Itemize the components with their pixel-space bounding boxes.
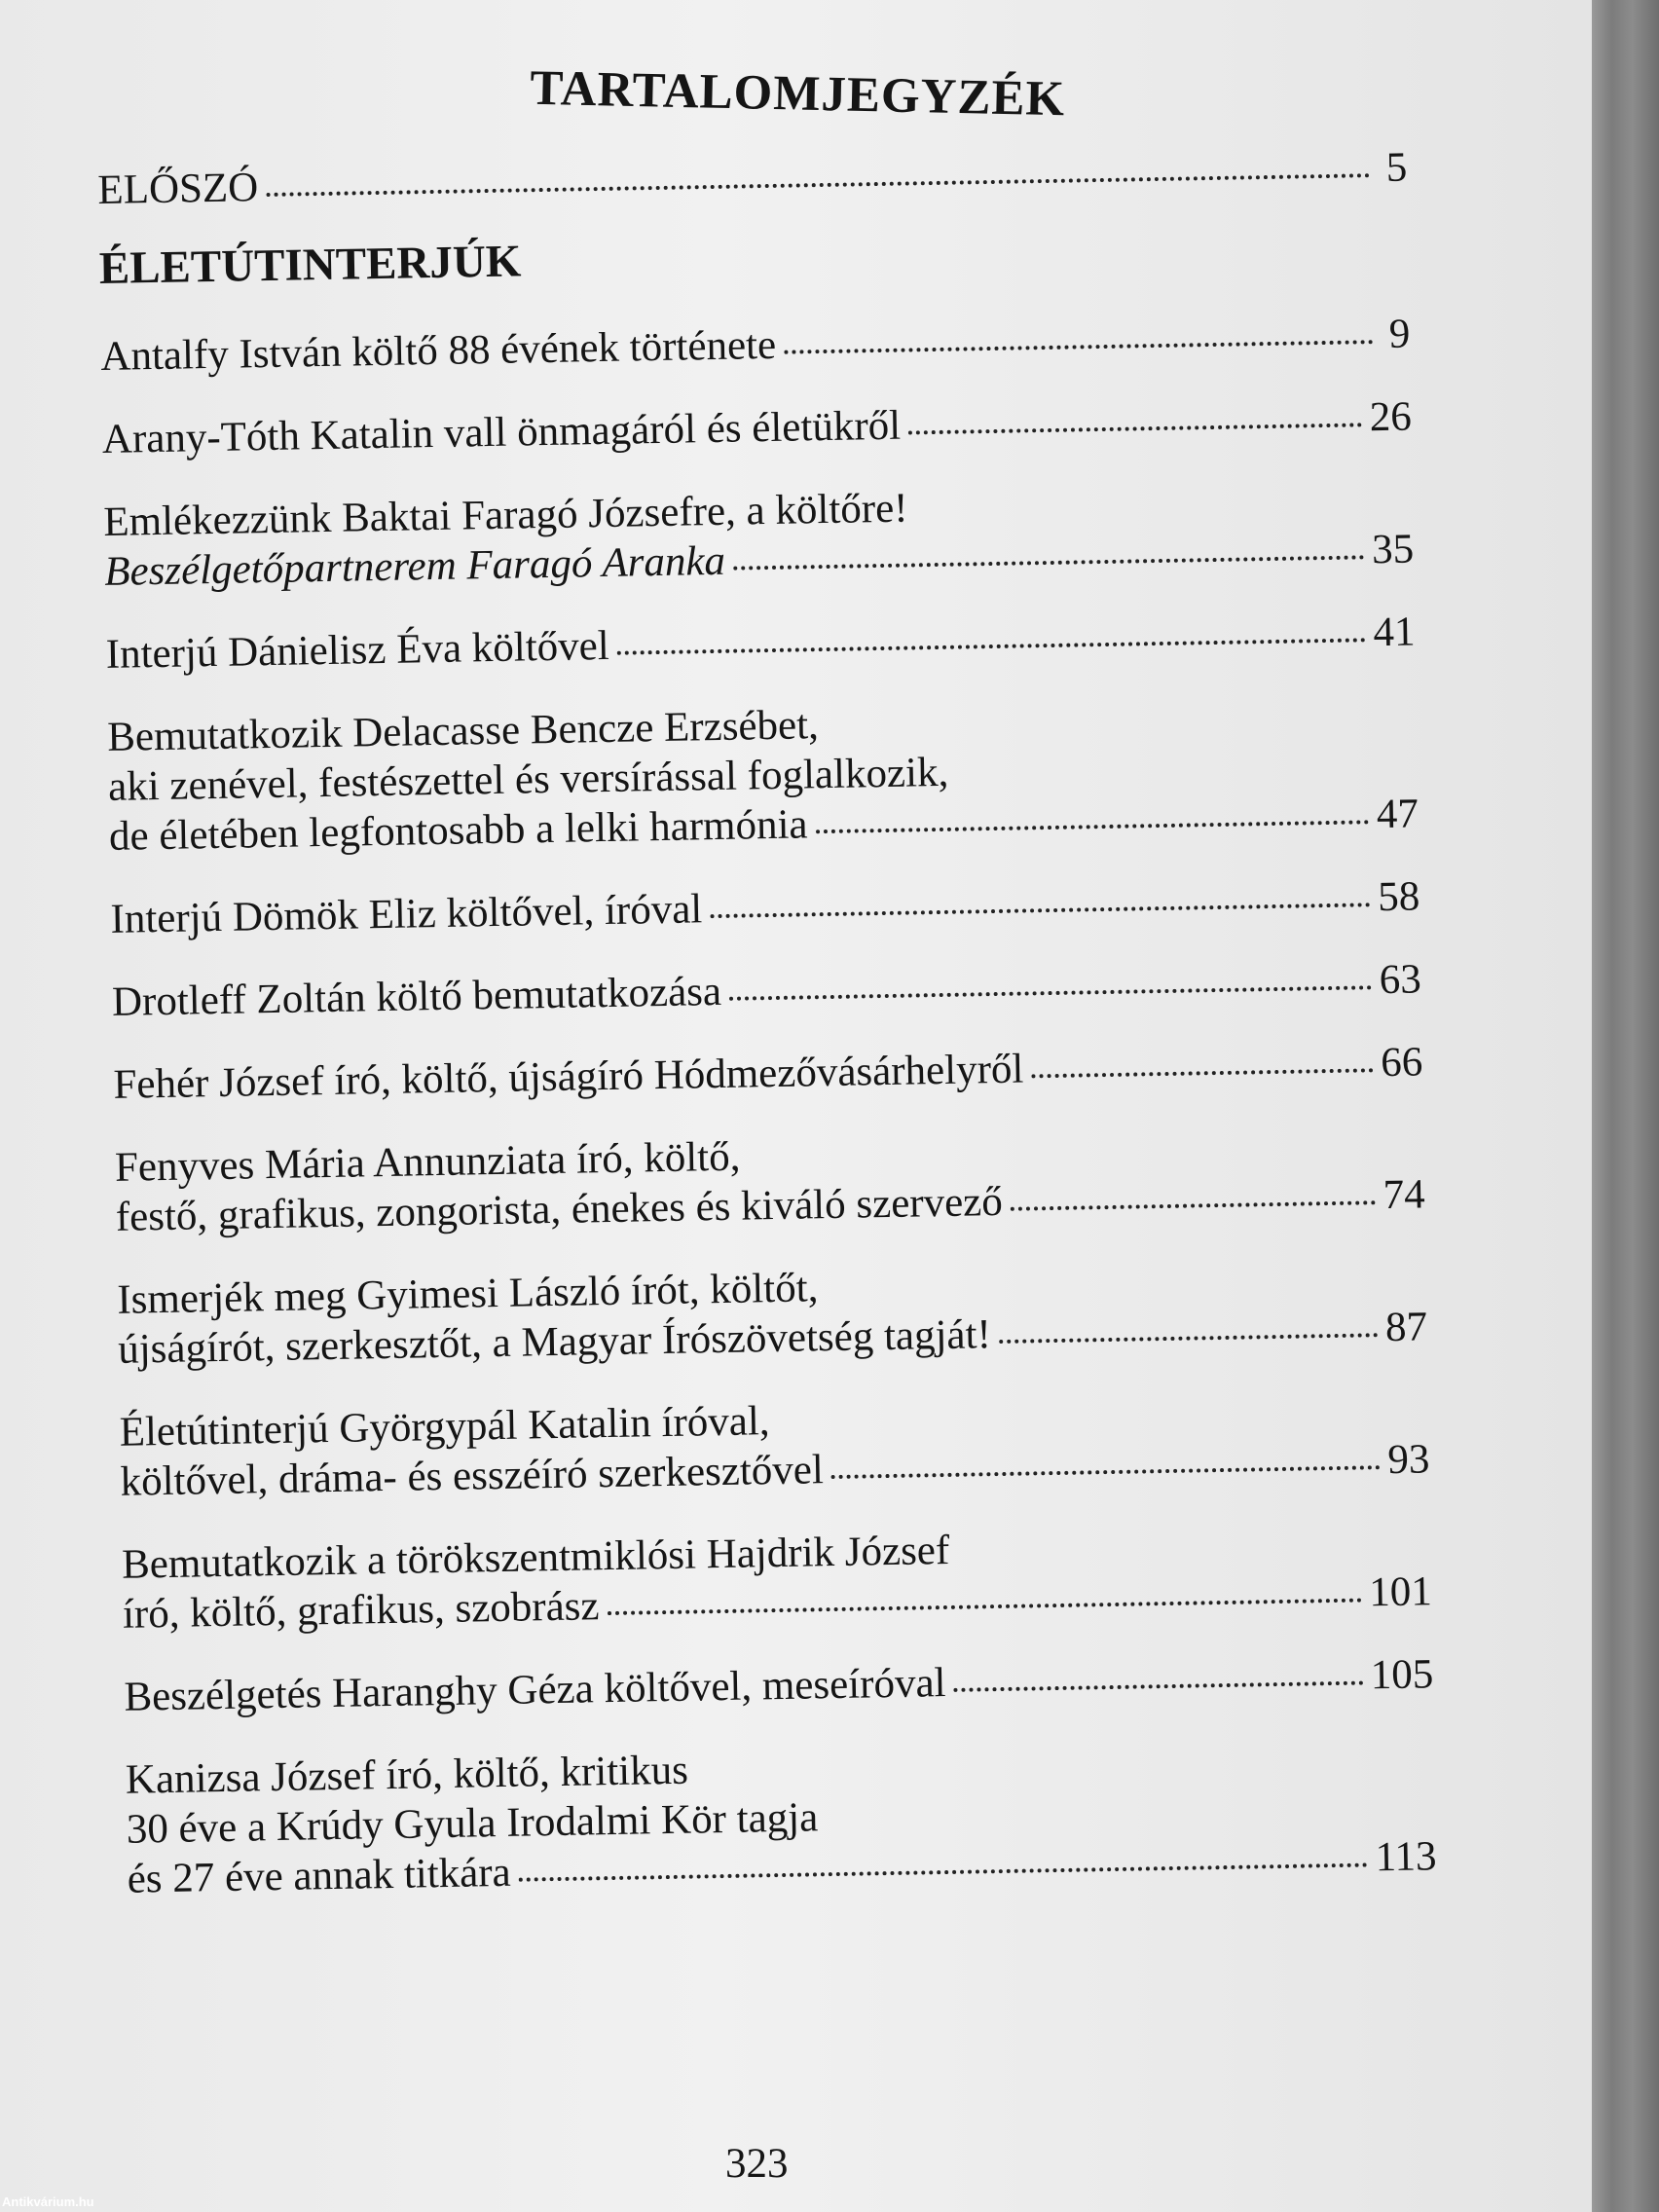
toc-page-number: 26 xyxy=(1369,393,1413,441)
toc-entry xyxy=(112,954,1422,1026)
toc-page-number: 41 xyxy=(1373,608,1416,656)
toc-entry xyxy=(117,1252,1428,1374)
dot-leader xyxy=(999,1327,1378,1344)
toc-entry-line: 30 éve a Krúdy Gyula Irodalmi Kör tagja xyxy=(126,1794,819,1853)
page-number: 323 xyxy=(725,2141,789,2187)
watermark-text: Antikvárium.hu xyxy=(2,2194,94,2209)
toc-page-number: 5 xyxy=(1385,144,1408,191)
toc-entry-line: Arany-Tóth Katalin vall önmagáról és életükről xyxy=(101,402,902,462)
toc-entry-line: költővel, dráma- és esszéíró szerkesztővel xyxy=(120,1447,825,1505)
toc-page-number: 63 xyxy=(1379,956,1422,1004)
toc-entry-line: író, költő, grafikus, szobrász xyxy=(122,1583,600,1638)
dot-leader xyxy=(831,1459,1381,1479)
toc-entry xyxy=(101,391,1412,463)
toc-entry xyxy=(122,1517,1433,1639)
toc-entry-line: Emlékezzünk Baktai Faragó Józsefre, a költőre! xyxy=(102,485,908,545)
toc-entry-label: ELŐSZÓ xyxy=(97,165,259,213)
toc-entry xyxy=(113,1037,1423,1109)
toc-entry xyxy=(107,689,1419,861)
dot-leader xyxy=(1031,1062,1373,1078)
toc-entry xyxy=(115,1120,1426,1241)
dot-leader xyxy=(784,334,1373,354)
toc-entry-line: Interjú Dánielisz Éva költővel xyxy=(105,622,610,678)
dot-leader xyxy=(266,167,1370,197)
toc-entry-preface xyxy=(97,143,1408,215)
toc-entry-line: Drotleff Zoltán költő bemutatkozása xyxy=(111,968,722,1025)
toc-entry-line: Beszélgetés Haranghy Géza költővel, meseíróval xyxy=(124,1660,946,1720)
toc-page-number: 87 xyxy=(1384,1304,1428,1351)
dot-leader xyxy=(733,549,1364,570)
toc-entry xyxy=(125,1732,1436,1903)
dot-leader xyxy=(519,1857,1368,1881)
dot-leader xyxy=(908,417,1362,434)
toc-entry-line: Életútinterjú Györgypál Katalin íróval, xyxy=(119,1398,770,1456)
toc-entry xyxy=(103,474,1415,596)
page-title: TARTALOMJEGYZÉK xyxy=(529,60,1066,128)
toc-entry-line: és 27 éve annak titkára xyxy=(127,1849,512,1902)
toc-page-number: 58 xyxy=(1377,873,1420,921)
toc-entry xyxy=(100,310,1411,382)
toc-page-number: 47 xyxy=(1376,791,1419,838)
toc-entry xyxy=(119,1384,1430,1506)
toc-entry-line: Kanizsa József író, költő, kritikus xyxy=(125,1747,689,1803)
toc-page-number: 74 xyxy=(1382,1171,1426,1219)
toc-entry-line: festő, grafikus, zongorista, énekes és kiváló szervező xyxy=(115,1178,1004,1240)
toc-entry-line: aki zenével, festészettel és versírással foglalkozik, xyxy=(107,749,949,810)
dot-leader xyxy=(953,1676,1362,1692)
toc-entry-line: de életében legfontosabb a lelki harmónia xyxy=(108,801,808,860)
toc-page-number: 113 xyxy=(1375,1833,1437,1881)
toc-page-number: 93 xyxy=(1386,1436,1430,1484)
toc-entry xyxy=(110,871,1420,943)
toc-entry-line: Fehér József író, költő, újságíró Hódmezővásárhelyről xyxy=(113,1046,1024,1108)
dot-leader xyxy=(729,979,1372,1001)
toc-entry-line: újságírót, szerkesztőt, a Magyar Írószövetség tagját! xyxy=(117,1311,992,1373)
toc-entry xyxy=(124,1649,1434,1721)
toc-entry-line: Beszélgetőpartnerem Faragó Aranka xyxy=(103,537,726,595)
section-heading: ÉLETÚTINTERJÚK xyxy=(98,236,522,294)
toc-page-number: 35 xyxy=(1371,526,1415,573)
dot-leader xyxy=(710,897,1370,918)
page-edge-shadow xyxy=(1592,0,1659,2212)
table-of-contents xyxy=(97,143,1438,1937)
toc-entry-line: Antalfy István költő 88 évének története xyxy=(100,321,777,380)
toc-entry-line: Ismerjék meg Gyimesi László írót, költőt, xyxy=(116,1265,819,1323)
toc-page-number: 9 xyxy=(1388,311,1411,357)
toc-page-number: 66 xyxy=(1380,1039,1423,1087)
toc-entries xyxy=(100,310,1437,1904)
toc-page-number: 101 xyxy=(1368,1568,1433,1616)
toc-entry-line: Fenyves Mária Annunziata író, költő, xyxy=(114,1133,741,1191)
dot-leader xyxy=(1011,1195,1376,1211)
dot-leader xyxy=(617,632,1366,654)
dot-leader xyxy=(816,814,1369,833)
toc-entry-line: Bemutatkozik a törökszentmiklósi Hajdrik József xyxy=(121,1527,950,1588)
dot-leader xyxy=(608,1593,1362,1616)
toc-entry xyxy=(105,607,1416,679)
toc-entry-line: Bemutatkozik Delacasse Bencze Erzsébet, xyxy=(106,702,820,760)
toc-entry-line: Interjú Dömök Eliz költővel, íróval xyxy=(110,886,703,942)
toc-page-number: 105 xyxy=(1370,1651,1434,1699)
